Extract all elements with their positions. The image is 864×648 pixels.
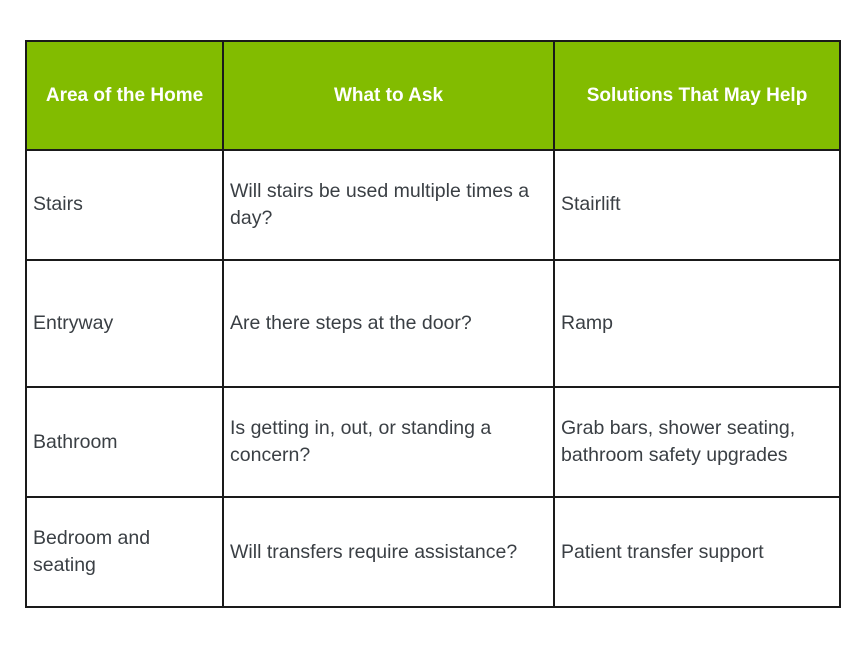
table-header <box>26 41 840 150</box>
cell-question: Is getting in, out, or standing a concern? <box>223 387 554 497</box>
header-area: Area of the Home <box>26 41 223 150</box>
cell-area: Bedroom and seating <box>26 497 223 607</box>
cell-question: Will transfers require assistance? <box>223 497 554 607</box>
header-question: What to Ask <box>223 41 554 150</box>
cell-area: Bathroom <box>26 387 223 497</box>
cell-solution: Stairlift <box>554 150 840 260</box>
cell-area: Entryway <box>26 260 223 387</box>
cell-solution: Patient transfer support <box>554 497 840 607</box>
header-solution: Solutions That May Help <box>554 41 840 150</box>
table-row <box>26 497 840 607</box>
table-body <box>26 150 840 607</box>
table-row <box>26 260 840 387</box>
header-row <box>26 41 840 150</box>
cell-solution: Ramp <box>554 260 840 387</box>
table-row <box>26 150 840 260</box>
home-assessment-table <box>25 40 841 608</box>
cell-solution: Grab bars, shower seating, bathroom safety upgrades <box>554 387 840 497</box>
cell-question: Are there steps at the door? <box>223 260 554 387</box>
cell-area: Stairs <box>26 150 223 260</box>
table-row <box>26 387 840 497</box>
cell-question: Will stairs be used multiple times a day? <box>223 150 554 260</box>
